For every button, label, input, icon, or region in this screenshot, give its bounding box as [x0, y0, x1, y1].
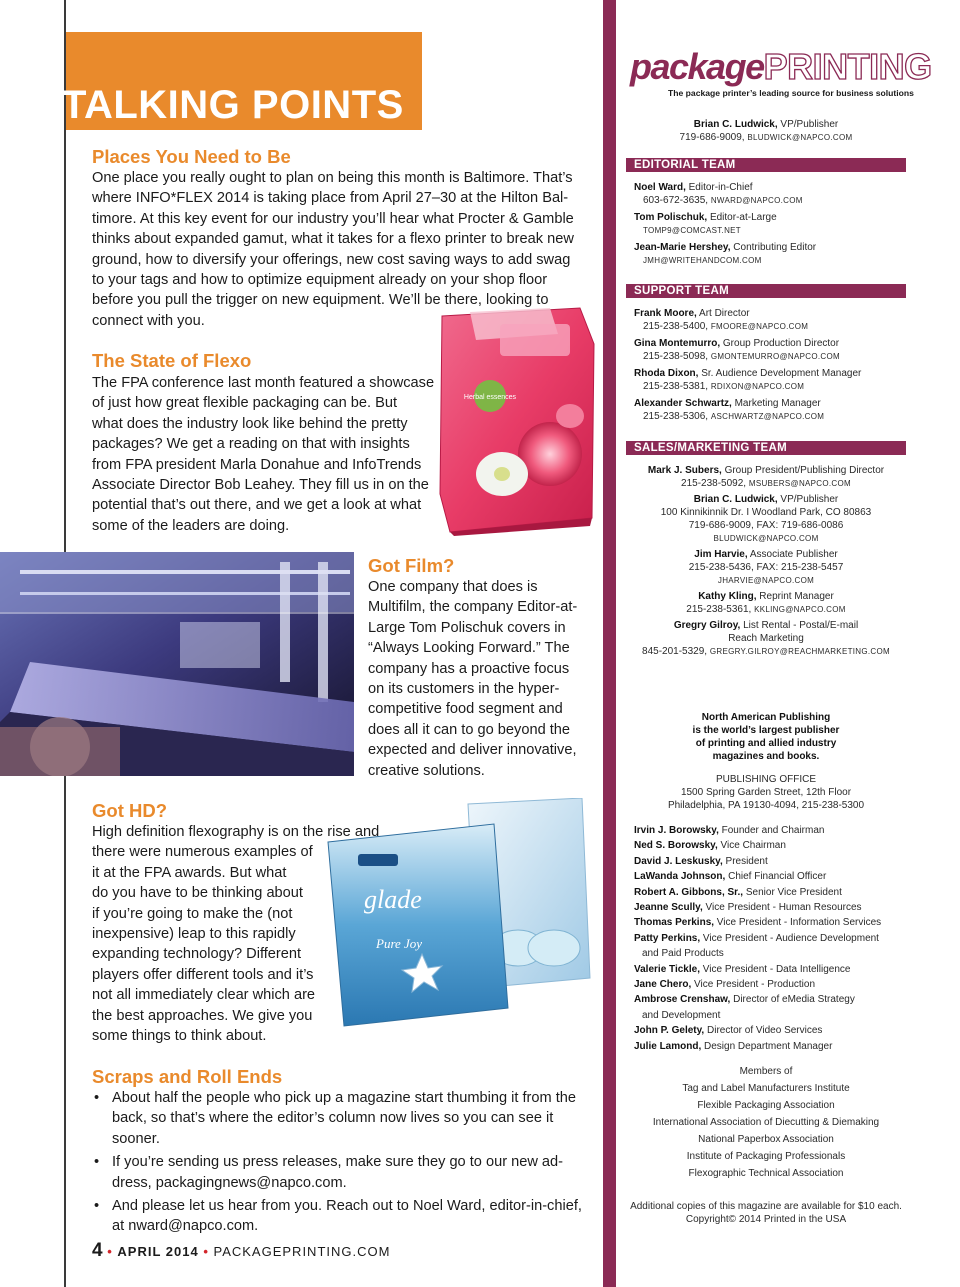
- heading-film: Got Film?: [368, 555, 455, 576]
- heading-flexo: The State of Flexo: [92, 350, 252, 371]
- list-item: Robert A. Gibbons, Sr., Senior Vice President: [634, 886, 842, 898]
- footer-site: PACKAGEPRINTING.COM: [213, 1244, 391, 1259]
- logo-tagline: The package printer’s leading source for business solutions: [668, 88, 914, 98]
- members-block: Members of Tag and Label Manufacturers Institute Flexible Packaging Association International Association of Diecutting & Diemaking National Paperbox Association Institute of Packaging Professionals Flexographic Technical Association: [652, 1066, 880, 1179]
- editorial-team-bar: EDITORIAL TEAM: [626, 158, 906, 172]
- page-title: TALKING POINTS: [62, 83, 404, 127]
- editorial-list: Noel Ward, Editor-in-Chief 603-672-3635, NWARD@NAPCO.COM Tom Polischuk, Editor-at-Large TOMP9@COMCAST.NET Jean-Marie Hershey, Contributing Editor JMH@WRITEHANDCOM.COM: [634, 181, 906, 267]
- list-item: LaWanda Johnson, Chief Financial Officer: [634, 871, 827, 883]
- list-item: Tom Polischuk, Editor-at-Large: [634, 212, 777, 223]
- support-list: Frank Moore, Art Director 215-238-5400, FMOORE@NAPCO.COM Gina Montemurro, Group Production Director 215-238-5098, GMONTEMURRO@NAPCO.COM Rhoda Dixon, Sr. Audience Development Manager 215-238-5381, RDIXON@NAPCO.COM Alexander Schwartz, Marketing Manager 215-238-5306, ASCHWARTZ@NAPCO.COM: [634, 307, 906, 423]
- herbal-essences-pouch-photo: [430, 304, 600, 536]
- svg-text:glade: glade: [364, 885, 422, 914]
- executives-list: Irvin J. Borowsky, Founder and Chairman Ned S. Borowsky, Vice Chairman David J. Leskusky, President LaWanda Johnson, Chief Financial Officer Robert A. Gibbons, Sr., Senior Vice President Jeanne Scully, Vice President - Human Resources Thomas Perkins, Vice President - Information Services Patty Perkins, Vice President - Audience Development and Paid Products Valerie Tickle, Vice President - Data Intelligence Jane Chero, Vice President - Production Ambrose Crenshaw, Director of eMedia Strategy and Development John P. Gelety, Director of Video Services Julie Lamond, Design Department Manager: [634, 823, 906, 1054]
- list-item: Gina Montemurro, Group Production Director: [634, 338, 840, 349]
- body-hd: High definition flexography is on the rise and there were numerous examples of it at the FPA awards. But what do you have to be thinking about if you’re going to make the (not inexpensive) leap to this rapidly expanding technology? Different players offer different tools and it’s not all immediately clear which are the best approaches. We give you some things to think about.: [92, 824, 380, 1045]
- glade-refills-photo: [318, 798, 600, 1030]
- list-item: John P. Gelety, Director of Video Services: [634, 1025, 823, 1037]
- svg-text:Pure Joy: Pure Joy: [376, 936, 423, 951]
- body-film: One company that does is Multifilm, the company Editor-at- Large Tom Polischuk covers in “Always Looking Forward.” The company has a proactive focus on its customers in the hyper- competitive food segment and does all it can to go beyond the expected and deliver innovative, creative solutions.: [368, 579, 578, 779]
- list-item: David J. Leskusky, President: [634, 855, 768, 867]
- heading-places: Places You Need to Be: [92, 146, 291, 167]
- publisher-block: Brian C. Ludwick, VP/Publisher 719-686-9009, BLUDWICK@NAPCO.COM: [679, 119, 853, 143]
- list-item: Alexander Schwartz, Marketing Manager: [634, 398, 821, 409]
- list-item: Ambrose Crenshaw, Director of eMedia Strategy: [634, 994, 855, 1006]
- body-flexo: The FPA conference last month featured a showcase of just how great flexible packaging can be. But what does the industry look like behind the pretty packages? We get a reading on that with insights from FPA president Marla Donahue and InfoTrends Associate Director Bob Leahey. They fill us in on the potential that’s out there, and we get a look at what some of the leaders are doing.: [92, 375, 435, 534]
- list-item: Thomas Perkins, Vice President - Information Services: [634, 917, 882, 929]
- logo-printing: PRINTING: [763, 46, 932, 87]
- footer-dot-icon: •: [107, 1244, 113, 1259]
- footer-issue: APRIL 2014: [117, 1244, 199, 1259]
- list-item: • And please let us hear from you. Reach out to Noel Ward, editor-in-chief, at nward@napco.com.: [92, 1196, 592, 1237]
- list-item: • If you’re sending us press releases, make sure they go to our new ad- dress, packagingnews@napco.com.: [92, 1152, 592, 1193]
- sales-list: Mark J. Subers, Group President/Publishing Director 215-238-5092, MSUBERS@NAPCO.COM Brian C. Ludwick, VP/Publisher 100 Kinnikinnik Dr. I Woodland Park, CO 80863 719-686-9009, FAX: 719-686-0086 BLUDWICK@NAPCO.COM Jim Harvie, Associate Publisher 215-238-5436, FAX: 215-238-5457 JHARVIE@NAPCO.COM Kathy Kling, Reprint Manager 215-238-5361, KKLING@NAPCO.COM Gregry Gilroy, List Rental - Postal/E-mail Reach Marketing 845-201-5329, GREGRY.GILROY@REACHMARKETING.COM: [642, 465, 890, 657]
- list-item: Jean-Marie Hershey, Contributing Editor: [634, 242, 817, 253]
- copies-note: Additional copies of this magazine are available for $10 each. Copyright© 2014 Printed in the USA: [630, 1201, 902, 1225]
- list-item: Frank Moore, Art Director: [634, 308, 750, 319]
- list-item: Valerie Tickle, Vice President - Data Intelligence: [634, 963, 851, 975]
- page-footer: [92, 1240, 390, 1262]
- heading-scraps: Scraps and Roll Ends: [92, 1066, 283, 1087]
- masthead-logo: [630, 46, 932, 98]
- column-divider-bar: [603, 0, 616, 1287]
- heading-hd: Got HD?: [92, 800, 168, 821]
- list-item: Irvin J. Borowsky, Founder and Chairman: [634, 825, 825, 836]
- list-item: Jane Chero, Vice President - Production: [634, 979, 816, 991]
- footer-dot-icon: •: [203, 1244, 209, 1259]
- body-places: One place you really ought to plan on being this month is Baltimore. That’s where INFO*FLEX 2014 is taking place from April 27–30 at the Hilton Bal- timore. At this key event for our industry you’ll hear what Procter & Gamble thinks about expanded gamut, what it takes for a flexo printer to break new ground, how to diversify your offerings, new cost saving ways to add swag to your tags and how to optimize equipment already on your shop floor before you pull the trigger on new equipment. We’ll be there, looking to connect with you.: [92, 170, 574, 329]
- scraps-bullet-list: [92, 1088, 592, 1240]
- svg-text:Herbal essences: Herbal essences: [463, 394, 517, 401]
- page-number: 4: [92, 1240, 103, 1261]
- sales-team-bar: SALES/MARKETING TEAM: [626, 441, 906, 455]
- list-item: Julie Lamond, Design Department Manager: [634, 1040, 833, 1052]
- list-item: Jeanne Scully, Vice President - Human Resources: [634, 902, 862, 914]
- list-item: • About half the people who pick up a magazine start thumbing it from the back, so that’s where the editor’s column now lives so you can see it sooner.: [92, 1088, 592, 1149]
- support-team-bar: SUPPORT TEAM: [626, 284, 906, 298]
- film-machine-photo: [0, 552, 354, 776]
- list-item: Rhoda Dixon, Sr. Audience Development Manager: [634, 368, 862, 379]
- list-item: Noel Ward, Editor-in-Chief: [634, 182, 753, 193]
- logo-package: package: [630, 46, 764, 87]
- list-item: Ned S. Borowsky, Vice Chairman: [634, 840, 786, 852]
- napco-block: North American Publishing is the world’s largest publisher of printing and allied industry magazines and books. PUBLISHING OFFICE 1500 Spring Garden Street, 12th Floor Philadelphia, PA 19130-4094, 215-238-5300: [667, 712, 865, 811]
- list-item: Patty Perkins, Vice President - Audience Development: [634, 932, 879, 944]
